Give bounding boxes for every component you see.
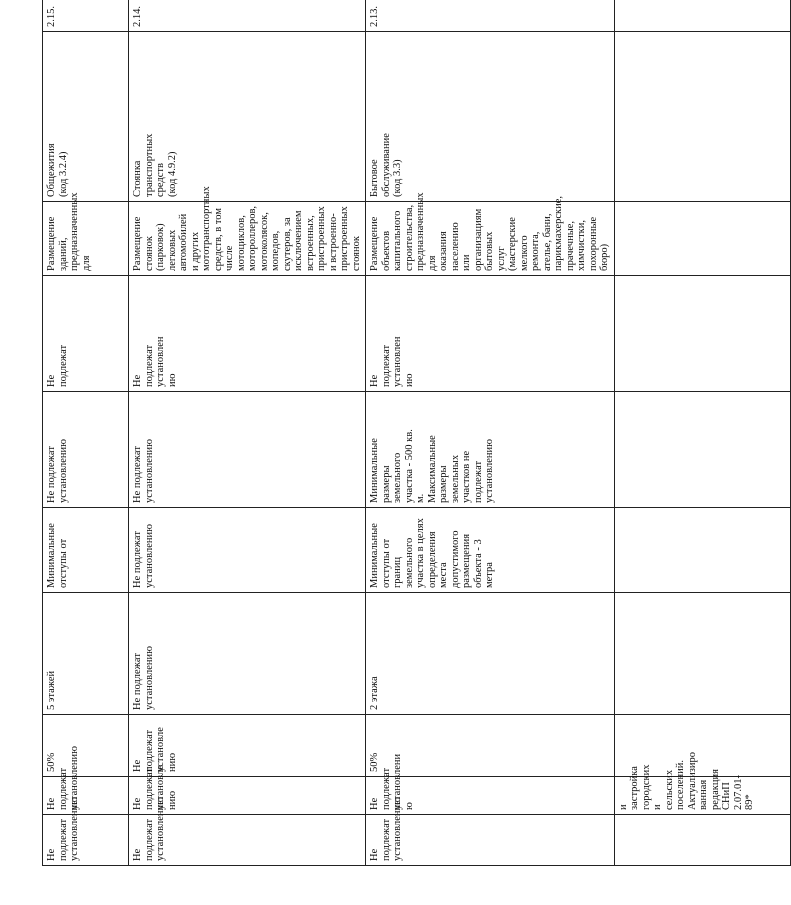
- table-row: [43, 0, 129, 866]
- cell-row-2-15-c9: Не подлежат установлению: [43, 777, 129, 815]
- table-row: [614, 0, 790, 866]
- cell-row-2-14-name: Стоянка транспортных средств (код 4.9.2): [129, 32, 366, 202]
- zoning-regulations-table: [42, 0, 791, 866]
- table-row: [366, 0, 615, 866]
- cell-row-2-15-name: Общежития (код 3.2.4): [43, 32, 129, 202]
- cell-row-2-15-c6: Минимальные отступы от: [43, 508, 129, 593]
- cell-row-2-14-c8: Не подлежат установле нию: [129, 715, 366, 777]
- cell-row-2-13-c5: Минимальные размеры земельного участка - 500 кв. м. Максимальные размеры земельных участков не подлежат установлению: [366, 392, 615, 508]
- cell-row-2-15-num: 2.15.: [43, 0, 129, 32]
- cell-row-2-13-c9: Не подлежат установлени ю: [366, 777, 615, 815]
- cell-row-2-14-num: 2.14.: [129, 0, 366, 32]
- cell-top-desc: [614, 202, 790, 276]
- cell-row-2-13-num: 2.13.: [366, 0, 615, 32]
- cell-top-name: [614, 32, 790, 202]
- cell-top-c4: [614, 276, 790, 392]
- cell-row-2-13-desc: Размещение объектов капитального строительства, предназначенных для оказания населению или организациям бытовых услуг (мастерские мелкого ремонта, ателье, бани, парикмахерские, прачечные, химчистки, похоронные бюро): [366, 202, 615, 276]
- cell-row-2-13-c6: Минимальные отступы от границ земельного участка в целях определения места допустимого размещения объекта - 3 метра: [366, 508, 615, 593]
- cell-top-c10: [614, 815, 790, 866]
- cell-row-2-14-c4: Не подлежат установлен ию: [129, 276, 366, 392]
- cell-top-c9: и застройка городских и сельских поселений. Актуализиро ванная редакция СНиП 2.07.01-89*: [614, 777, 790, 815]
- cell-top-num: [614, 0, 790, 32]
- cell-row-2-14-c9: Не подлежат установле нию: [129, 777, 366, 815]
- cell-row-2-15-c10: Не подлежат установлению: [43, 815, 129, 866]
- cell-row-2-14-c5: Не подлежат установлению: [129, 392, 366, 508]
- cell-row-2-15-desc: Размещение зданий, предназначенных для: [43, 202, 129, 276]
- cell-row-2-13-c4: Не подлежат установлен ию: [366, 276, 615, 392]
- rotated-table-container: [42, 6, 755, 866]
- table-row: [129, 0, 366, 866]
- cell-row-2-15-c4: Не подлежат: [43, 276, 129, 392]
- cell-top-c7: [614, 593, 790, 715]
- cell-row-2-15-c8: 50%: [43, 715, 129, 777]
- cell-row-2-14-c10: Не подлежат установлению: [129, 815, 366, 866]
- cell-row-2-13-name: Бытовое обслуживание (код 3.3): [366, 32, 615, 202]
- cell-row-2-15-c7: 5 этажей: [43, 593, 129, 715]
- cell-row-2-13-c8: 50%: [366, 715, 615, 777]
- cell-top-c6: [614, 508, 790, 593]
- cell-row-2-13-c7: 2 этажа: [366, 593, 615, 715]
- cell-row-2-14-desc: Размещение стоянок (парковок) легковых автомобилей и других мототранспортных средств, в том числе мотоциклов, мотороллеров, мотоколясок, мопедов, скутеров, за исключением встроенных, пристроенных и встроенно-пристроенных стоянок: [129, 202, 366, 276]
- cell-row-2-15-c5: Не подлежат установлению: [43, 392, 129, 508]
- cell-row-2-14-c6: Не подлежат установлению: [129, 508, 366, 593]
- cell-row-2-13-c10: Не подлежат установлению: [366, 815, 615, 866]
- cell-top-c5: [614, 392, 790, 508]
- cell-row-2-14-c7: Не подлежат установлению: [129, 593, 366, 715]
